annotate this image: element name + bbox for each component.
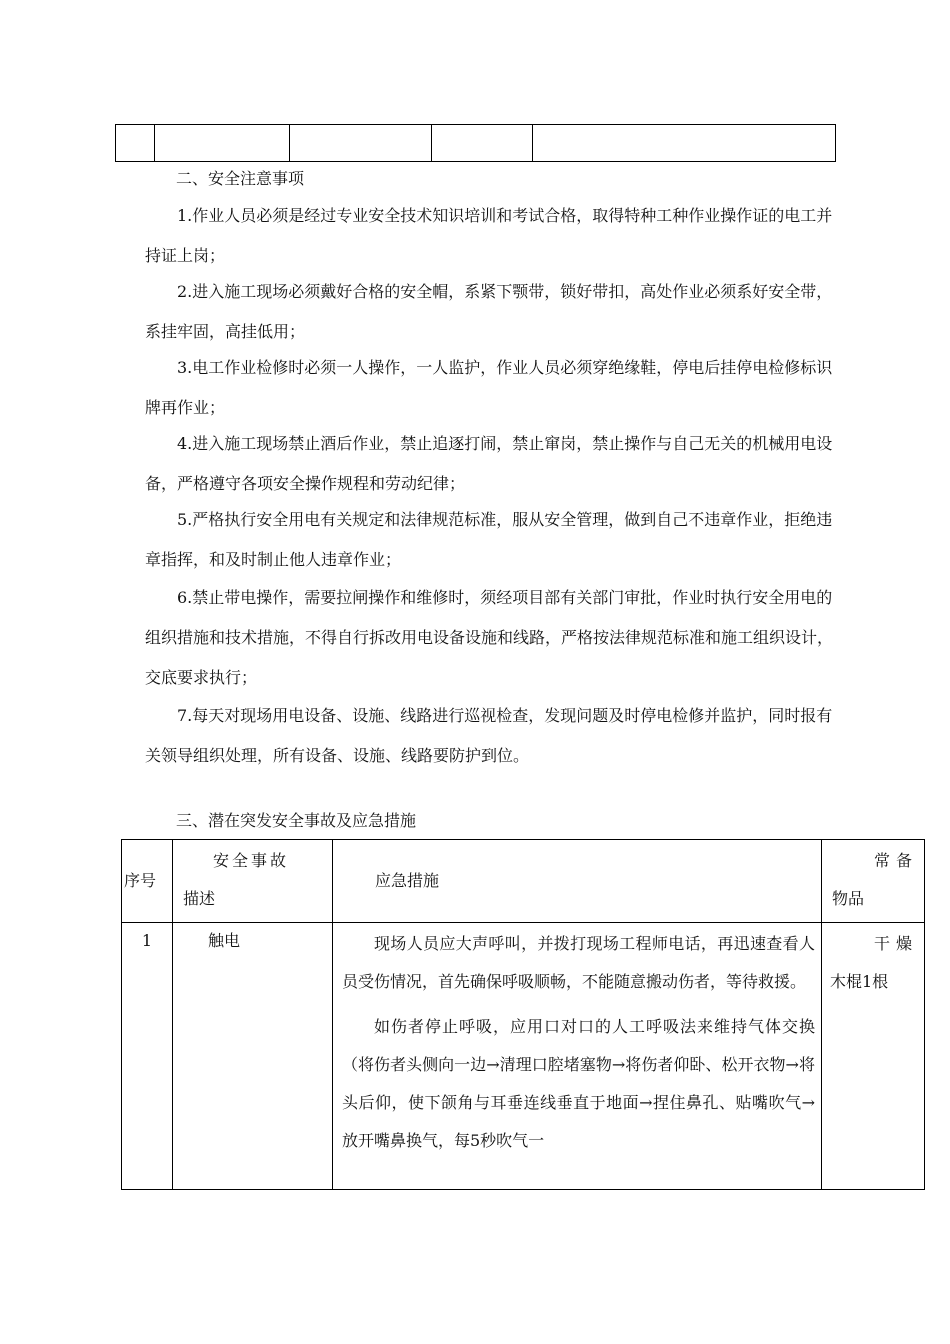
section2-title: 二、安全注意事项	[176, 169, 305, 188]
table-cell	[155, 125, 290, 162]
header-description	[173, 840, 333, 923]
row-items	[822, 923, 925, 1190]
table-cell	[533, 125, 836, 162]
header-items-line2: 物品	[832, 889, 865, 908]
measures-paragraph-1: 现场人员应大声呼叫，并拨打现场工程师电话，再迅速查看人员受伤情况，首先确保呼吸顺畅，不能随意搬动伤者，等待救援。	[342, 934, 815, 991]
table-cell	[432, 125, 533, 162]
table-row	[122, 923, 925, 1190]
table-row	[116, 125, 836, 162]
safety-item-4: 4.进入施工现场禁止酒后作业，禁止追逐打闹，禁止窜岗，禁止操作与自己无关的机械用电设备，严格遵守各项安全操作规程和劳动纪律；	[145, 434, 833, 493]
header-items	[822, 840, 925, 923]
header-description-line2: 描述	[183, 889, 216, 908]
row-measures	[333, 923, 822, 1190]
table-cell	[116, 125, 155, 162]
table-header-row	[122, 840, 925, 923]
section3-title: 三、潜在突发安全事故及应急措施	[176, 811, 417, 830]
row-items-line1: 干燥	[873, 934, 918, 953]
safety-item-7: 7.每天对现场用电设备、设施、线路进行巡视检查，发现问题及时停电检修并监护，同时报有关领导组织处理，所有设备、设施、线路要防护到位。	[145, 706, 833, 765]
safety-item-6: 6.禁止带电操作，需要拉闸操作和维修时，须经项目部有关部门审批，作业时执行安全用电的组织措施和技术措施，不得自行拆改用电设备设施和线路，严格按法律规范标准和施工组织设计，交底要求执行；	[145, 588, 834, 687]
row-items-line2: 木棍1根	[830, 972, 889, 991]
safety-item-1: 1.作业人员必须是经过专业安全技术知识培训和考试合格，取得特种工种作业操作证的电工并持证上岗；	[145, 206, 833, 265]
header-description-line1: 安全事故	[213, 851, 290, 870]
measures-paragraph-2: 如伤者停止呼吸，应用口对口的人工呼吸法来维持气体交换（将伤者头侧向一边→清理口腔堵塞物→将伤者仰卧、松开衣物→将头后仰，使下颌角与耳垂连线垂直于地面→捏住鼻孔、贴嘴吹气→放开嘴鼻换气，每5秒吹气一	[342, 1017, 815, 1150]
top-empty-table	[115, 124, 836, 162]
emergency-table	[121, 839, 925, 1190]
table-cell	[290, 125, 432, 162]
row-seq: 1	[122, 923, 173, 1190]
safety-item-3: 3.电工作业检修时必须一人操作，一人监护，作业人员必须穿绝缘鞋，停电后挂停电检修标识牌再作业；	[145, 358, 833, 417]
safety-item-5: 5.严格执行安全用电有关规定和法律规范标准，服从安全管理，做到自己不违章作业，拒绝违章指挥，和及时制止他人违章作业；	[145, 510, 833, 569]
header-items-line1: 常备	[873, 851, 918, 870]
row-description: 触电	[173, 923, 333, 1190]
header-seq: 序号	[122, 840, 173, 923]
header-measures: 应急措施	[333, 840, 822, 923]
safety-item-2: 2.进入施工现场必须戴好合格的安全帽，系紧下颚带，锁好带扣，高处作业必须系好安全带，系挂牢固，高挂低用；	[145, 282, 833, 341]
